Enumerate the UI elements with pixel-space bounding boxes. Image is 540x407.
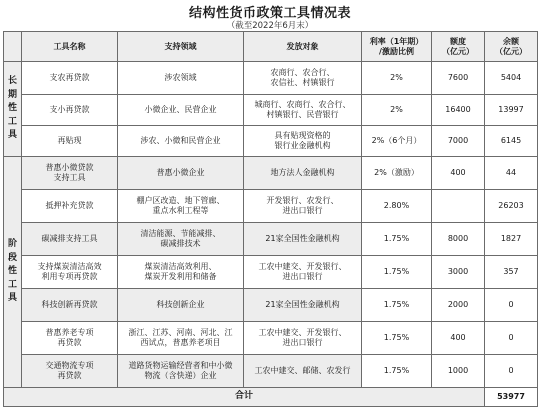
quota-cell: 400 [432,157,485,190]
target-institutions-cell: 工农中建交、开发银行、 进出口银行 [244,322,362,355]
table-row [4,157,538,190]
support-field-cell: 清洁能源、节能减排、 碳减排技术 [118,223,244,256]
table-body [4,62,538,407]
header-support-field: 支持领域 [118,32,244,62]
support-field-cell: 涉农领域 [118,62,244,95]
balance-cell: 0 [485,355,538,388]
quota-cell: 2000 [432,289,485,322]
header-row [4,32,538,62]
tool-name-cell: 交通物流专项 再贷款 [22,355,118,388]
balance-cell: 0 [485,322,538,355]
table-row [4,95,538,126]
rate-cell: 1.75% [362,289,432,322]
table-row [4,62,538,95]
category-long-term: 长 期 性 工 具 [4,62,22,157]
tool-name-cell: 支持煤炭清洁高效 利用专项再贷款 [22,256,118,289]
quota-cell: 16400 [432,95,485,126]
header-rate: 利率（1年期） /激励比例 [362,32,432,62]
header-target: 发放对象 [244,32,362,62]
target-institutions-cell: 城商行、农商行、农合行、 村镇银行、民营银行 [244,95,362,126]
table-row [4,322,538,355]
policy-tools-table [3,31,538,407]
target-institutions-cell: 农商行、农合行、 农信社、村镇银行 [244,62,362,95]
document-subtitle: （截至2022年6月末） [226,21,314,31]
support-field-cell: 小微企业、民营企业 [118,95,244,126]
quota-cell: 7000 [432,126,485,157]
support-field-cell: 涉农、小微和民营企业 [118,126,244,157]
table-row [4,256,538,289]
balance-cell: 44 [485,157,538,190]
rate-cell: 1.75% [362,322,432,355]
header-blank [4,32,22,62]
balance-cell: 5404 [485,62,538,95]
tool-name-cell: 抵押补充贷款 [22,190,118,223]
header-tool-name: 工具名称 [22,32,118,62]
target-institutions-cell: 工农中建交、开发银行、 进出口银行 [244,256,362,289]
tool-name-cell: 普惠养老专项 再贷款 [22,322,118,355]
quota-cell [432,190,485,223]
rate-cell: 2%（激励） [362,157,432,190]
target-institutions-cell: 21家全国性金融机构 [244,289,362,322]
rate-cell: 1.75% [362,355,432,388]
balance-cell: 6145 [485,126,538,157]
target-institutions-cell: 开发银行、农发行、 进出口银行 [244,190,362,223]
support-field-cell: 棚户区改造、地下管廊、 重点水利工程等 [118,190,244,223]
support-field-cell: 浙江、江苏、河南、河北、江 西试点，普惠养老项目 [118,322,244,355]
tool-name-cell: 科技创新再贷款 [22,289,118,322]
table-row [4,190,538,223]
total-balance: 53977 [485,388,538,407]
tool-name-cell: 普惠小微贷款 支持工具 [22,157,118,190]
tool-name-cell: 再贴现 [22,126,118,157]
quota-cell: 400 [432,322,485,355]
support-field-cell: 普惠小微企业 [118,157,244,190]
quota-cell: 1000 [432,355,485,388]
balance-cell: 0 [485,289,538,322]
rate-cell: 1.75% [362,256,432,289]
target-institutions-cell: 21家全国性金融机构 [244,223,362,256]
support-field-cell: 道路货物运输经营者和中小微 物流（含快递）企业 [118,355,244,388]
total-row [4,388,538,407]
target-institutions-cell: 地方法人金融机构 [244,157,362,190]
balance-cell: 13997 [485,95,538,126]
table-row [4,289,538,322]
table-row [4,355,538,388]
target-institutions-cell: 具有贴现资格的 银行业金融机构 [244,126,362,157]
quota-cell: 7600 [432,62,485,95]
balance-cell: 1827 [485,223,538,256]
header-balance: 余额 （亿元） [485,32,538,62]
table-row [4,126,538,157]
total-label: 合计 [4,388,485,407]
rate-cell: 2% [362,62,432,95]
quota-cell: 8000 [432,223,485,256]
tool-name-cell: 碳减排支持工具 [22,223,118,256]
support-field-cell: 科技创新企业 [118,289,244,322]
balance-cell: 357 [485,256,538,289]
tool-name-cell: 支小再贷款 [22,95,118,126]
category-phased: 阶 段 性 工 具 [4,157,22,388]
tool-name-cell: 支农再贷款 [22,62,118,95]
support-field-cell: 煤炭清洁高效利用、 煤炭开发利用和储备 [118,256,244,289]
table-row [4,223,538,256]
rate-cell: 2.80% [362,190,432,223]
quota-cell: 3000 [432,256,485,289]
rate-cell: 1.75% [362,223,432,256]
rate-cell: 2%（6个月） [362,126,432,157]
header-quota: 额度 （亿元） [432,32,485,62]
document-title: 结构性货币政策工具情况表 [188,6,351,21]
balance-cell: 26203 [485,190,538,223]
rate-cell: 2% [362,95,432,126]
target-institutions-cell: 工农中建交、邮储、农发行 [244,355,362,388]
